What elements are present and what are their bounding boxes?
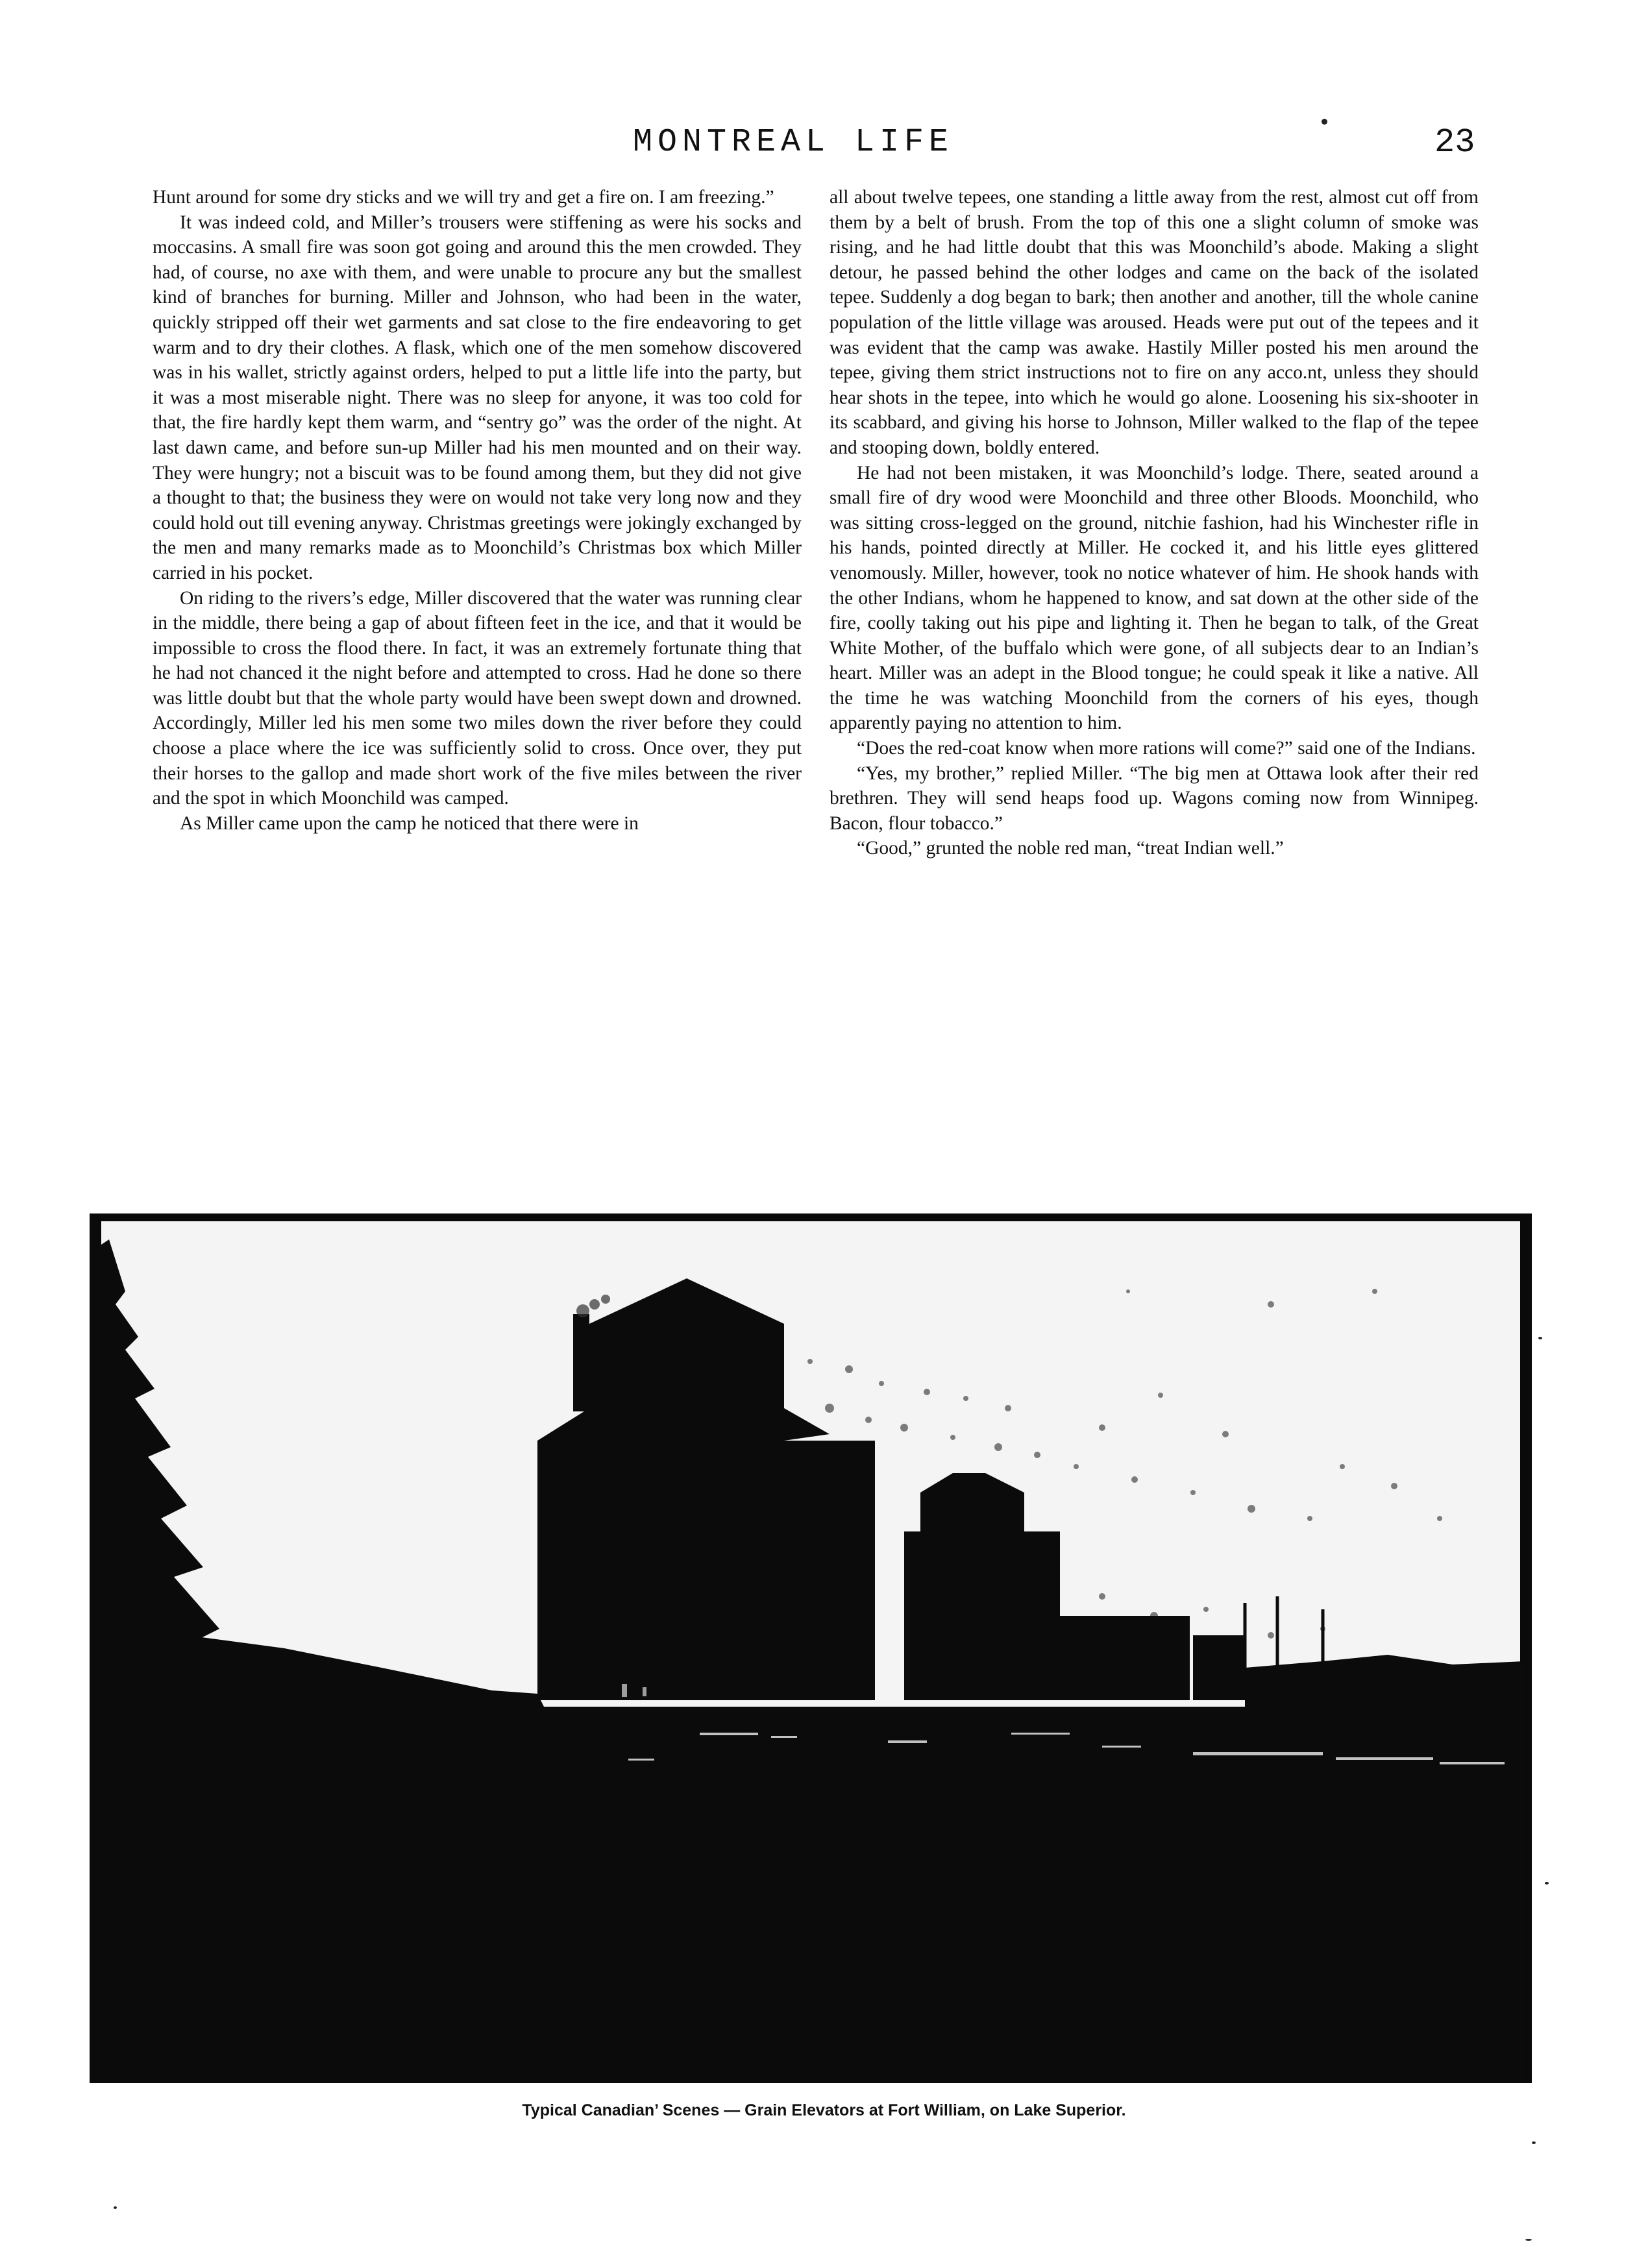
print-speck	[1525, 2239, 1532, 2241]
right-text-column	[830, 185, 1479, 1184]
photograph-image	[90, 1213, 1532, 2083]
left-paragraph-2: It was indeed cold, and Miller’s trousers were stiffening as were his socks and moccasins. A small fire was soon got going and around this the men crowded. They had, of course, no axe with them, and were unable to procure any but the smallest kind of branches for burning. Miller and Johnson, who had been in the water, quickly stripped off their wet garments and sat close to the fire endeavoring to get warm and to dry their clothes. A flask, which one of the men somehow discovered was in his wallet, strictly against orders, helped to put a little life into the party, but it was a most miserable night. There was no sleep for anyone, it was too cold for that, the fire hardly kept them warm, and “sentry go” was the order of the night. At last dawn came, and before sun-up Miller had his men mounted and on their way. They were hungry; not a biscuit was to be found among them, but they did not give a thought to that; the business they were on would not take very long now and they could hold out till evening anyway. Christmas greetings were jokingly exchanged by the men and many remarks made as to Moonchild’s Christmas box which Miller carried in his pocket.	[153, 212, 802, 583]
print-speck	[1532, 2141, 1536, 2144]
print-speck	[114, 2206, 117, 2209]
left-text-column	[153, 185, 802, 1184]
right-paragraph-2: He had not been mistaken, it was Moonchild’s lodge. There, seated around a small fire of dry wood were Moonchild and three other Bloods. Moonchild, who was sitting cross-legged on the ground, nitchie fashion, had his Winchester rifle in his hands, pointed directly at Miller. He cocked it, and his little eyes glittered venomously. Miller, however, took no notice whatever of him. He shook hands with the other Indians, whom he happened to know, and sat down at the other side of the fire, coolly taking out his pipe and lighting it. Then he began to talk, of the Great White Mother, of the buffalo which were gone, of all subjects dear to an Indian’s heart. Miller was an adept in the Blood tongue; he could speak it like a native. All the time he was watching Moonchild from the corners of his eyes, though apparently paying no attention to him.	[830, 462, 1479, 734]
photo-caption: Typical Canadian’ Scenes — Grain Elevators at Fort William, on Lake Superior.	[522, 2101, 1126, 2119]
left-paragraph-4: As Miller came upon the camp he noticed that there were in	[180, 812, 639, 834]
print-speck	[1322, 119, 1327, 125]
page-header	[0, 123, 1648, 169]
right-paragraph-1: all about twelve tepees, one standing a little away from the rest, almost cut off from them by a belt of brush. From the top of this one a slight column of smoke was rising, and he had little doubt that this was Moonchild’s abode. Making a slight detour, he passed behind the other lodges and came on the back of the isolated tepee. Suddenly a dog began to bark; then another and another, till the whole canine population of the little village was aroused. Heads were put out of the tepees and it was evident that the camp was awake. Hastily Miller posted his men around the tepee, giving them strict instructions not to fire on any acco.nt, unless they should hear shots in the tepee, into which he would go alone. Loosening his six-shooter in its scabbard, and giving his horse to Johnson, Miller walked to the flap of the tepee and stooping down, boldly entered.	[830, 187, 1479, 458]
running-title: MONTREAL LIFE	[633, 124, 954, 161]
grain-elevator-photograph	[90, 1213, 1532, 2083]
left-paragraph-3: On riding to the rivers’s edge, Miller discovered that the water was running clear in the middle, there being a gap of about fifteen feet in the ice, and that it would be impossible to cross the flood there. In fact, it was an extremely fortunate thing that he had not chanced it the night before and attempted to cross. Had he done so there was little doubt but that the whole party would have been swept down and drowned. Accordingly, Miller led his men some two miles down the river before they could choose a place where the ice was sufficiently solid to cross. Once over, they put their horses to the gallop and made short work of the five miles between the river and the spot in which Moonchild was camped.	[153, 587, 802, 809]
print-speck	[1538, 1337, 1542, 1339]
right-paragraph-5: “Good,” grunted the noble red man, “treat Indian well.”	[857, 838, 1284, 859]
left-paragraph-1: Hunt around for some dry sticks and we will try and get a fire on. I am freezing.”	[153, 187, 774, 208]
right-paragraph-4: “Yes, my brother,” replied Miller. “The big men at Ottawa look after their red brethren. They will send heaps food up. Wagons coming now from Winnipeg. Bacon, flour tobacco.”	[830, 762, 1479, 834]
print-speck	[1545, 1882, 1549, 1884]
page-number: 23	[1434, 123, 1475, 162]
right-paragraph-3: “Does the red-coat know when more rations will come?” said one of the Indians.	[857, 738, 1476, 759]
